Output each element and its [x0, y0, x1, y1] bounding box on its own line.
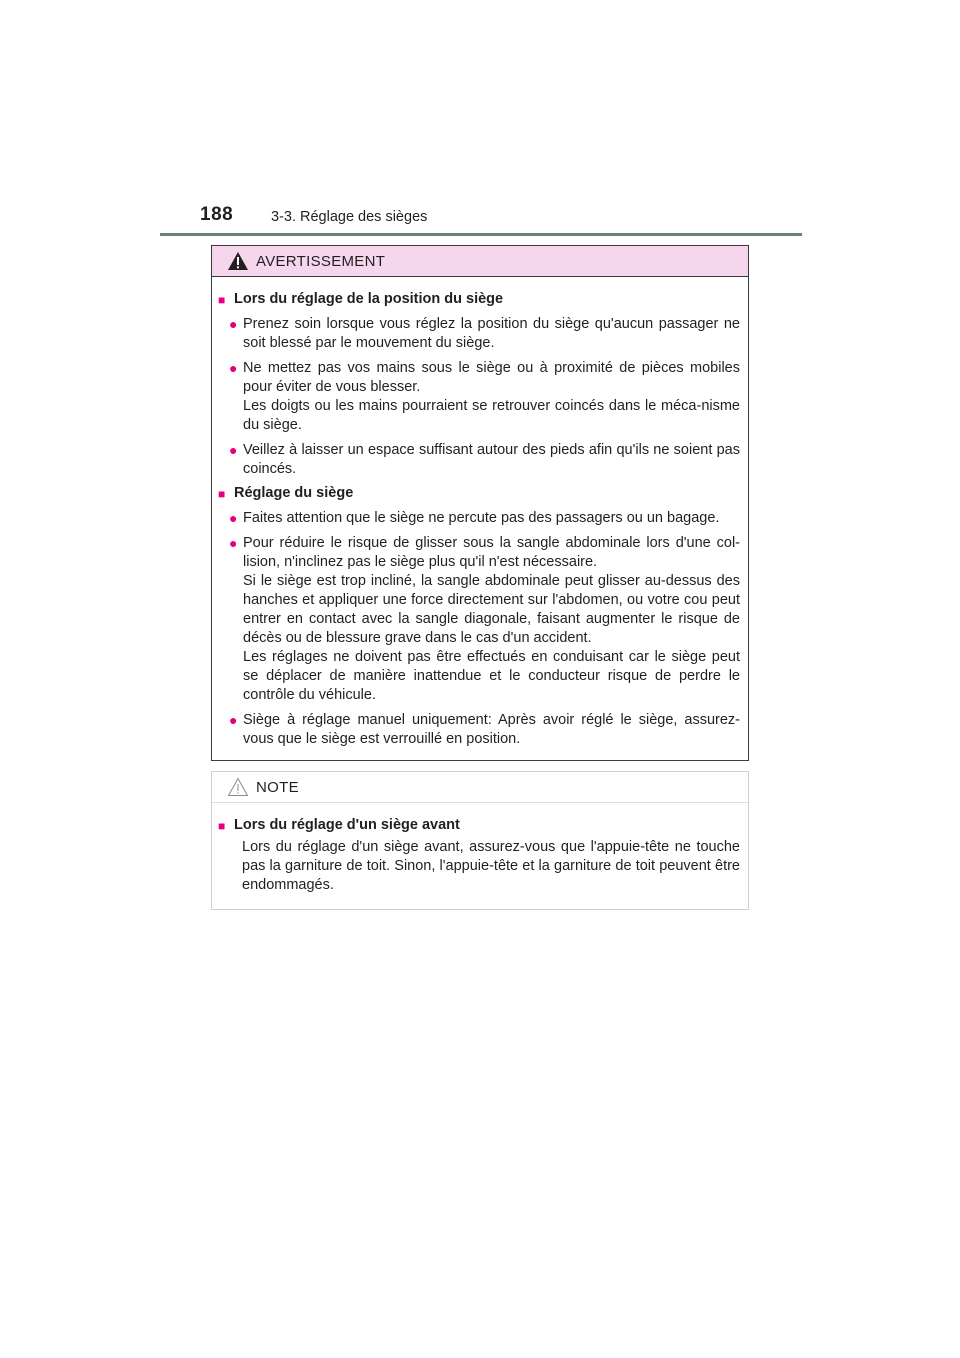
warning-item-paragraph: Siège à réglage manuel uniquement: Après avoir réglé le siège, assurez-vous que le siège est verrouillé en position. [243, 712, 740, 747]
warning-item-paragraph: Veillez à laisser un espace suffisant autour des pieds afin qu'ils ne soient pas coincés. [243, 442, 740, 477]
warning-item-text [243, 441, 740, 479]
note-title: Lors du réglage d'un siège avant [234, 817, 460, 833]
warning-item-paragraph: Si le siège est trop incliné, la sangle abdominale peut glisser au-dessus des hanches et appliquer une force directement sur l'abdomen, ou votre cou peut entrer en contact avec la sangle diagonale, faisant augmenter le risque de décès ou de blessure grave dans le cas d'un accident. [243, 573, 740, 646]
warning-list-item [218, 534, 740, 705]
note-body [212, 803, 748, 895]
note-triangle-icon [227, 777, 249, 797]
page-number: 188 [200, 204, 234, 225]
warning-section-title: Lors du réglage de la position du siège [234, 291, 504, 307]
warning-header [212, 246, 748, 277]
circle-bullet-icon: ● [229, 442, 238, 458]
warning-item-paragraph: Les réglages ne doivent pas être effectués en conduisant car le siège peut se déplacer de manière inattendue et le conducteur risque de perdre le contrôle du véhicule. [243, 649, 740, 703]
page-header [160, 204, 802, 236]
warning-item-paragraph: Ne mettez pas vos mains sous le siège ou à proximité de pièces mobiles pour éviter de vous blesser. [243, 360, 740, 395]
circle-bullet-icon: ● [229, 316, 238, 332]
circle-bullet-icon: ● [229, 712, 238, 728]
warning-item-text [243, 359, 740, 435]
warning-item-paragraph: Faites attention que le siège ne percute pas des passagers ou un bagage. [243, 510, 720, 526]
note-text: Lors du réglage d'un siège avant, assurez-vous que l'appuie-tête ne touche pas la garniture de toit. Sinon, l'appuie-tête et la garniture de toit peuvent être endommagés. [242, 839, 740, 893]
note-label: NOTE [256, 779, 299, 796]
warning-section-title: Réglage du siège [234, 485, 354, 501]
warning-section-heading [218, 484, 740, 503]
warning-item-paragraph: Prenez soin lorsque vous réglez la position du siège qu'aucun passager ne soit blessé par le mouvement du siège. [243, 316, 740, 351]
square-bullet-icon: ■ [218, 293, 226, 307]
warning-list-item [218, 315, 740, 353]
warning-item-text [243, 534, 740, 705]
square-bullet-icon: ■ [218, 487, 226, 501]
warning-list-item [218, 359, 740, 435]
warning-triangle-icon [227, 251, 249, 271]
warning-list-item [218, 441, 740, 479]
header-rule [160, 233, 802, 236]
warning-label: AVERTISSEMENT [256, 253, 386, 270]
warning-item-paragraph: Les doigts ou les mains pourraient se retrouver coincés dans le méca-nisme du siège. [243, 398, 740, 433]
warning-item-text [243, 509, 740, 528]
warning-body [212, 277, 748, 749]
warning-section-heading [218, 290, 740, 309]
note-heading [218, 816, 740, 835]
warning-item-text [243, 711, 740, 749]
circle-bullet-icon: ● [229, 535, 238, 551]
warning-list-item [218, 509, 740, 528]
square-bullet-icon: ■ [218, 819, 226, 833]
note-box [211, 771, 749, 910]
warning-item-paragraph: Pour réduire le risque de glisser sous la sangle abdominale lors d'une col-lision, n'inclinez pas le siège plus qu'il n'est nécessaire. [243, 535, 740, 570]
warning-item-text [243, 315, 740, 353]
section-title: 3-3. Réglage des sièges [271, 209, 428, 225]
circle-bullet-icon: ● [229, 510, 238, 526]
warning-box [211, 245, 749, 761]
circle-bullet-icon: ● [229, 360, 238, 376]
note-header [212, 772, 748, 803]
warning-list-item [218, 711, 740, 749]
